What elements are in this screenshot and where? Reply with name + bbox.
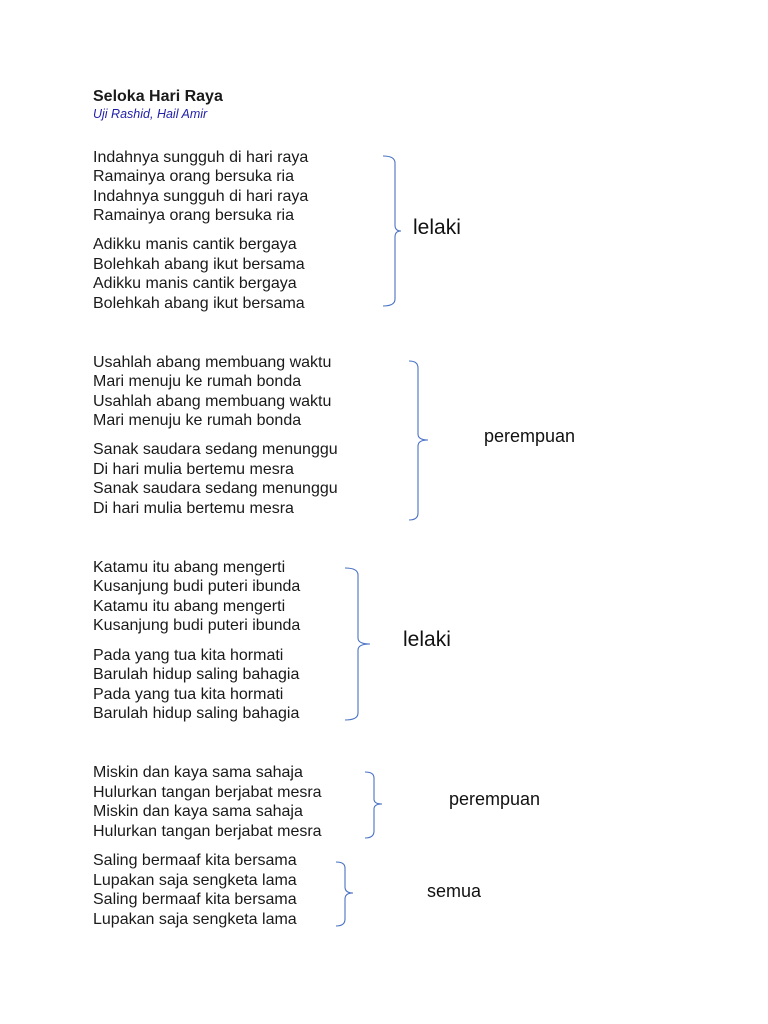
verse-line: Miskin dan kaya sama sahaja — [93, 803, 303, 820]
verse-line: Hulurkan tangan berjabat mesra — [93, 823, 322, 840]
document-title: Seloka Hari Raya — [93, 88, 223, 105]
verse-line: Hulurkan tangan berjabat mesra — [93, 784, 322, 801]
verse-line: Saling bermaaf kita bersama — [93, 891, 297, 908]
verse-line: Sanak saudara sedang menunggu — [93, 441, 338, 458]
verse-line: Adikku manis cantik bergaya — [93, 236, 297, 253]
verse-line: Usahlah abang membuang waktu — [93, 393, 332, 410]
verse-line: Sanak saudara sedang menunggu — [93, 480, 338, 497]
verse-line: Di hari mulia bertemu mesra — [93, 461, 294, 478]
verse-line: Katamu itu abang mengerti — [93, 598, 286, 615]
speaker-label: perempuan — [484, 426, 576, 446]
verse-line: Kusanjung budi puteri ibunda — [93, 617, 301, 634]
author-separator: , — [149, 107, 154, 121]
verse-line: Bolehkah abang ikut bersama — [93, 256, 305, 273]
speaker-label: perempuan — [449, 789, 541, 809]
verse-line: Lupakan saja sengketa lama — [93, 911, 297, 928]
verse-line: Kusanjung budi puteri ibunda — [93, 578, 301, 595]
verse-line: Saling bermaaf kita bersama — [93, 852, 297, 869]
verse-line: Ramainya orang bersuka ria — [93, 207, 294, 224]
verse-line: Mari menuju ke rumah bonda — [93, 412, 302, 429]
verse-line: Indahnya sungguh di hari raya — [93, 149, 309, 166]
speaker-label: lelaki — [413, 216, 461, 239]
verse-line: Bolehkah abang ikut bersama — [93, 295, 305, 312]
verse-line: Barulah hidup saling bahagia — [93, 666, 300, 683]
curly-brace-icon — [365, 772, 382, 838]
verse-line: Lupakan saja sengketa lama — [93, 872, 297, 889]
curly-brace-icon — [345, 568, 370, 720]
verse-line: Usahlah abang membuang waktu — [93, 354, 332, 371]
verse-line: Ramainya orang bersuka ria — [93, 168, 294, 185]
author-name: Uji Rashid — [93, 107, 150, 121]
verse-line: Mari menuju ke rumah bonda — [93, 373, 302, 390]
verse-line: Miskin dan kaya sama sahaja — [93, 764, 303, 781]
curly-brace-icon — [409, 361, 428, 520]
speaker-label: semua — [427, 881, 482, 901]
curly-brace-icon — [383, 156, 401, 306]
verse-line: Katamu itu abang mengerti — [93, 559, 286, 576]
verse-line: Adikku manis cantik bergaya — [93, 275, 297, 292]
verse-line: Di hari mulia bertemu mesra — [93, 500, 294, 517]
verse-line: Pada yang tua kita hormati — [93, 686, 284, 703]
verse-line: Indahnya sungguh di hari raya — [93, 188, 309, 205]
speaker-label: lelaki — [403, 628, 451, 651]
curly-brace-icon — [336, 862, 353, 926]
author-name: Hail Amir — [156, 107, 208, 121]
verse-line: Barulah hidup saling bahagia — [93, 705, 300, 722]
verse-line: Pada yang tua kita hormati — [93, 647, 284, 664]
